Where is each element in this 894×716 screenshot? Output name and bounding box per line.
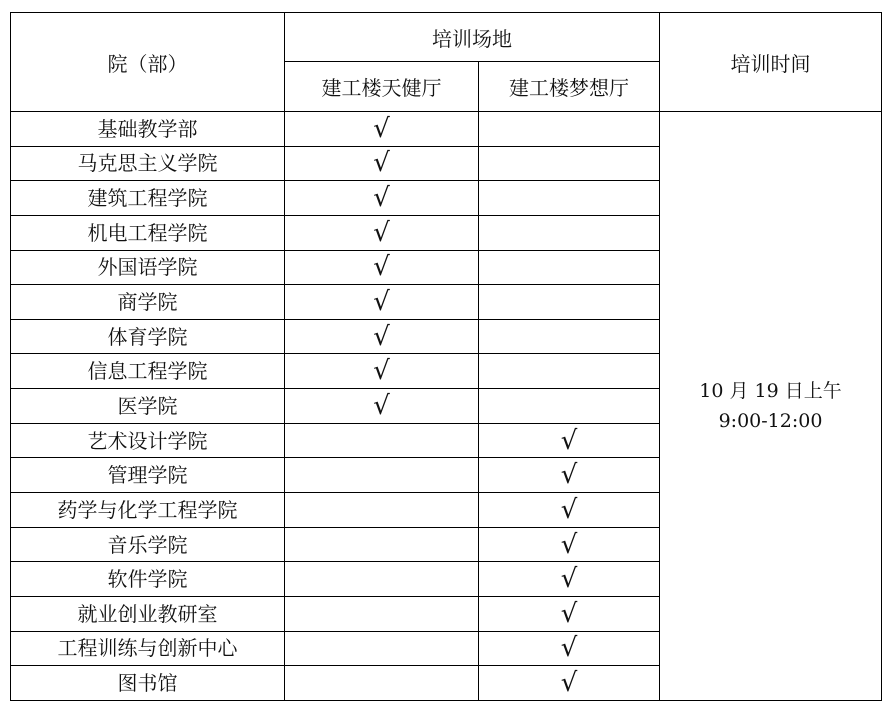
venue-a-check-cell: √	[285, 389, 479, 424]
venue-a-check-cell	[285, 527, 479, 562]
venue-b-check-cell: √	[479, 631, 660, 666]
venue-a-check-cell: √	[285, 215, 479, 250]
dept-cell: 信息工程学院	[11, 354, 285, 389]
dept-cell: 管理学院	[11, 458, 285, 493]
header-venue-a: 建工楼天健厅	[285, 62, 479, 112]
venue-b-check-cell	[479, 181, 660, 216]
dept-cell: 药学与化学工程学院	[11, 493, 285, 528]
table-body	[11, 112, 882, 701]
venue-a-check-cell	[285, 493, 479, 528]
venue-a-check-cell: √	[285, 354, 479, 389]
venue-b-check-cell	[479, 319, 660, 354]
dept-cell: 就业创业教研室	[11, 596, 285, 631]
venue-a-check-cell	[285, 666, 479, 701]
training-schedule-table	[10, 12, 882, 701]
schedule-date: 10 月 19 日上午	[699, 380, 842, 402]
dept-cell: 工程训练与创新中心	[11, 631, 285, 666]
venue-b-check-cell: √	[479, 527, 660, 562]
header-time: 培训时间	[660, 13, 882, 112]
schedule-hours: 9:00-12:00	[718, 410, 823, 432]
venue-b-check-cell	[479, 250, 660, 285]
schedule-time-cell	[660, 112, 882, 701]
venue-b-check-cell	[479, 146, 660, 181]
venue-b-check-cell	[479, 112, 660, 147]
dept-cell: 马克思主义学院	[11, 146, 285, 181]
venue-b-check-cell: √	[479, 458, 660, 493]
venue-b-check-cell	[479, 285, 660, 320]
dept-cell: 艺术设计学院	[11, 423, 285, 458]
venue-a-check-cell: √	[285, 250, 479, 285]
dept-cell: 基础教学部	[11, 112, 285, 147]
header-dept: 院（部）	[11, 13, 285, 112]
venue-a-check-cell	[285, 631, 479, 666]
venue-b-check-cell: √	[479, 493, 660, 528]
venue-b-check-cell	[479, 215, 660, 250]
dept-cell: 医学院	[11, 389, 285, 424]
venue-b-check-cell: √	[479, 562, 660, 597]
dept-cell: 图书馆	[11, 666, 285, 701]
venue-b-check-cell: √	[479, 596, 660, 631]
venue-b-check-cell: √	[479, 666, 660, 701]
dept-cell: 机电工程学院	[11, 215, 285, 250]
venue-a-check-cell: √	[285, 285, 479, 320]
dept-cell: 音乐学院	[11, 527, 285, 562]
table-row	[11, 112, 882, 147]
venue-b-check-cell	[479, 354, 660, 389]
dept-cell: 体育学院	[11, 319, 285, 354]
dept-cell: 商学院	[11, 285, 285, 320]
venue-a-check-cell: √	[285, 146, 479, 181]
venue-b-check-cell: √	[479, 423, 660, 458]
venue-a-check-cell	[285, 596, 479, 631]
venue-a-check-cell	[285, 423, 479, 458]
venue-a-check-cell	[285, 458, 479, 493]
header-venue-b: 建工楼梦想厅	[479, 62, 660, 112]
venue-b-check-cell	[479, 389, 660, 424]
venue-a-check-cell: √	[285, 319, 479, 354]
dept-cell: 建筑工程学院	[11, 181, 285, 216]
venue-a-check-cell: √	[285, 181, 479, 216]
dept-cell: 软件学院	[11, 562, 285, 597]
dept-cell: 外国语学院	[11, 250, 285, 285]
venue-a-check-cell: √	[285, 112, 479, 147]
header-venue-group: 培训场地	[285, 13, 660, 62]
venue-a-check-cell	[285, 562, 479, 597]
